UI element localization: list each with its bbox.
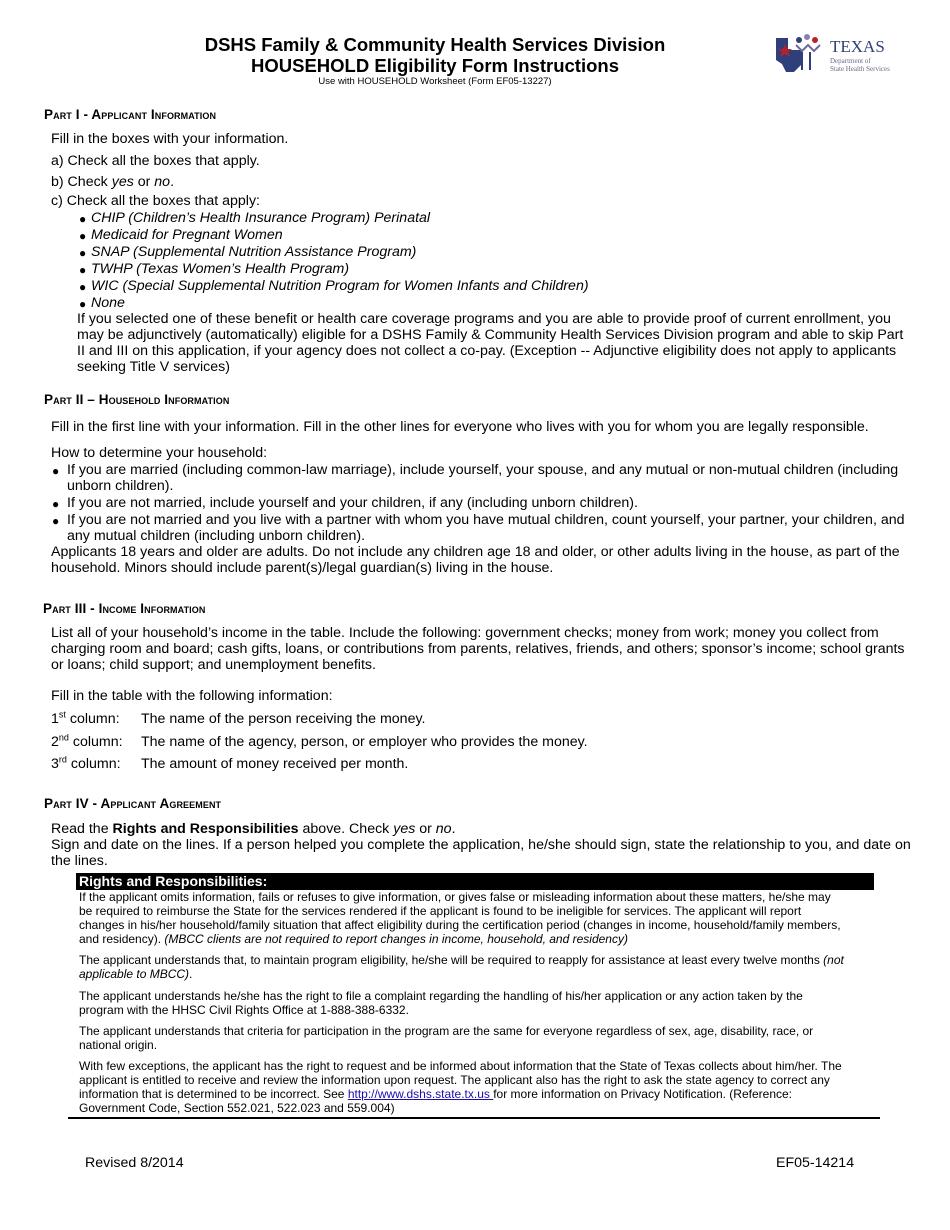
bullet-icon: ● (79, 246, 87, 260)
rights-text-line: The applicant understands he/she has the right to file a complaint regarding the handling of his/her application or any action taken by the (79, 989, 803, 1003)
rights-text-line (79, 953, 844, 968)
household-rule-line: any mutual children (including unborn children). (67, 528, 366, 544)
read-no: no (435, 821, 452, 837)
bullet-icon: ● (79, 280, 87, 294)
program-item: WIC (Special Supplemental Nutrition Program for Women Infants and Children) (91, 278, 589, 294)
column-num: 3 (51, 756, 59, 772)
section-divider (68, 1117, 880, 1119)
column-desc: The name of the person receiving the money. (141, 711, 426, 727)
part4-read (51, 821, 456, 838)
rights-text-line (79, 967, 192, 982)
logo-tagline-2: State Health Services (830, 65, 890, 73)
bullet-icon: ● (52, 497, 60, 511)
program-item: CHIP (Children’s Health Insurance Program) Perinatal (91, 210, 431, 226)
item-b-no: no (154, 174, 171, 190)
part2-how: How to determine your household: (51, 445, 268, 461)
rights-text-line: be required to reimburse the State for the services rendered if the applicant is found to be ineligible for services. The applicant will report (79, 904, 802, 918)
part2-note-line: Applicants 18 years and older are adults. Do not include any children age 18 and older, or other adults living in the house, as part of the (51, 544, 900, 560)
item-b-period: . (170, 174, 175, 190)
part2-note-line: household. Minors should include parent(s)/legal guardian(s) living in the house. (51, 560, 554, 576)
bullet-icon: ● (79, 263, 87, 277)
column-sup: st (58, 709, 66, 720)
part3-fill: Fill in the table with the following information: (51, 688, 333, 704)
rights-text-line (79, 932, 628, 947)
logo-tagline-1: Department of (830, 57, 871, 65)
program-item: None (91, 295, 125, 311)
part2-heading: Part II – Household Information (44, 392, 230, 407)
part1-note-line: may be adjunctively (automatically) eligible for a DSHS Family & Community Health Services Division program and able to skip Part (77, 327, 904, 343)
part1-note-line: II and III on this application, if your agency does not collect a co-pay. (Exception -- Adjunctive eligibility does not apply to applicants (77, 343, 897, 359)
column-desc: The amount of money received per month. (141, 756, 409, 772)
rights-text-line: Government Code, Section 552.021, 522.023 and 559.004) (79, 1101, 395, 1115)
rights-text-line: changes in his/her household/family situation that affect eligibility during the certification period (changes in income, household/family members, (79, 918, 841, 932)
item-b-yes: yes (111, 174, 134, 190)
column-sup: nd (58, 732, 69, 743)
column-num: 1 (51, 711, 59, 727)
read-yes: yes (393, 821, 416, 837)
rights-text: information that is determined to be incorrect. See (79, 1087, 348, 1101)
part1-intro: Fill in the boxes with your information. (51, 131, 289, 147)
column-desc: The name of the agency, person, or employer who provides the money. (141, 734, 588, 750)
rights-text-line: program with the HHSC Civil Rights Office at 1-888-388-6332. (79, 1003, 409, 1017)
revision-date: Revised 8/2014 (85, 1155, 184, 1171)
program-item: SNAP (Supplemental Nutrition Assistance Program) (91, 244, 417, 260)
part1-note-line: If you selected one of these benefit or health care coverage programs and you are able to provide proof of current enrollment, you (77, 311, 891, 327)
read-text: above. Check (298, 821, 394, 837)
part1-item-a: a) Check all the boxes that apply. (51, 153, 260, 169)
dshs-website-link[interactable]: http://www.dshs.state.tx.us (347, 1087, 494, 1101)
rights-text-line: applicant is entitled to receive and review the information upon request. The applicant also has the right to ask the state agency to correct any (79, 1073, 830, 1087)
column-word: column: (68, 734, 123, 750)
rights-text: . (189, 967, 193, 981)
column-word: column: (65, 711, 120, 727)
rights-text: The applicant understands that, to maintain program eligibility, he/she will be required to reapply for assistance at least every twelve months (79, 953, 824, 967)
part3-heading: Part III - Income Information (43, 601, 206, 616)
part3-intro-line: charging room and board; cash gifts, loans, or contributions from parents, relatives, friends, and others; sponsor’s income; school grants (51, 641, 905, 657)
bullet-icon: ● (52, 464, 60, 478)
part1-heading: Part I - Applicant Information (44, 107, 217, 122)
household-rule-line: If you are not married and you live with a partner with whom you have mutual children, count yourself, your partner, your children, and (67, 512, 905, 528)
form-number: EF05-14214 (776, 1155, 855, 1171)
worksheet-reference: Use with HOUSEHOLD Worksheet (Form EF05-13227) (318, 76, 552, 87)
rights-text: and residency). (79, 932, 165, 946)
logo-wordmark: TEXAS (830, 37, 885, 56)
rights-text-italic: applicable to MBCC) (79, 967, 190, 981)
bullet-icon: ● (79, 212, 87, 226)
rights-text-line: If the applicant omits information, fails or refuses to give information, or gives false or misleading information about these matters, he/she may (79, 890, 831, 904)
column-label (51, 734, 123, 751)
rights-title: Rights and Responsibilities: (76, 873, 874, 890)
bullet-icon: ● (79, 229, 87, 243)
rights-text-line: national origin. (79, 1038, 158, 1052)
rights-text: for more information on Privacy Notification. (Reference: (493, 1087, 793, 1101)
item-b-or: or (133, 174, 155, 190)
part3-intro-line: or loans; child support; and unemployment benefits. (51, 657, 376, 673)
rights-text-line: The applicant understands that criteria for participation in the program are the same for everyone regardless of sex, age, disability, race, or (79, 1024, 814, 1038)
rights-text-line: With few exceptions, the applicant has the right to request and be informed about information that the State of Texas collects about him/her. The (79, 1059, 842, 1073)
rights-text-italic: (MBCC clients are not required to report changes in income, household, and residency) (164, 932, 628, 946)
part4-heading: Part IV - Applicant Agreement (44, 796, 222, 811)
read-text: Read the (51, 821, 113, 837)
household-rule-line: unborn children). (67, 478, 174, 494)
rights-text-line (79, 1087, 792, 1102)
item-b-text: b) Check (51, 174, 112, 190)
column-label (51, 756, 121, 773)
household-rule-line: If you are not married, include yourself and your children, if any (including unborn children). (67, 495, 638, 511)
part1-item-c: c) Check all the boxes that apply: (51, 193, 260, 209)
read-bold: Rights and Responsibilities (112, 821, 299, 837)
column-sup: rd (58, 754, 67, 765)
page-title: DSHS Family & Community Health Services Division (204, 34, 666, 55)
program-item: Medicaid for Pregnant Women (91, 227, 283, 243)
read-or: or (415, 821, 436, 837)
part1-item-b (51, 174, 174, 191)
part4-sign-line: the lines. (51, 853, 108, 869)
column-num: 2 (51, 734, 59, 750)
part2-intro: Fill in the first line with your information. Fill in the other lines for everyone who lives with you for whom you are legally responsible. (51, 419, 869, 435)
part1-note-line: seeking Title V services) (77, 359, 230, 375)
part3-intro-line: List all of your household’s income in the table. Include the following: government checks; money from work; money you collect from (51, 625, 879, 641)
column-word: column: (66, 756, 121, 772)
bullet-icon: ● (79, 297, 87, 311)
part4-sign-line: Sign and date on the lines. If a person helped you complete the application, he/she should sign, state the relationship to you, and date on (51, 837, 911, 853)
program-item: TWHP (Texas Women’s Health Program) (91, 261, 350, 277)
column-label (51, 711, 120, 728)
read-period: . (451, 821, 456, 837)
rights-text-italic: (not (823, 953, 844, 967)
page-subtitle: HOUSEHOLD Eligibility Form Instructions (251, 55, 619, 76)
texas-dshs-logo (772, 30, 904, 80)
bullet-icon: ● (52, 514, 60, 528)
household-rule-line: If you are married (including common-law marriage), include yourself, your spouse, and any mutual or non-mutual children (including (67, 462, 899, 478)
